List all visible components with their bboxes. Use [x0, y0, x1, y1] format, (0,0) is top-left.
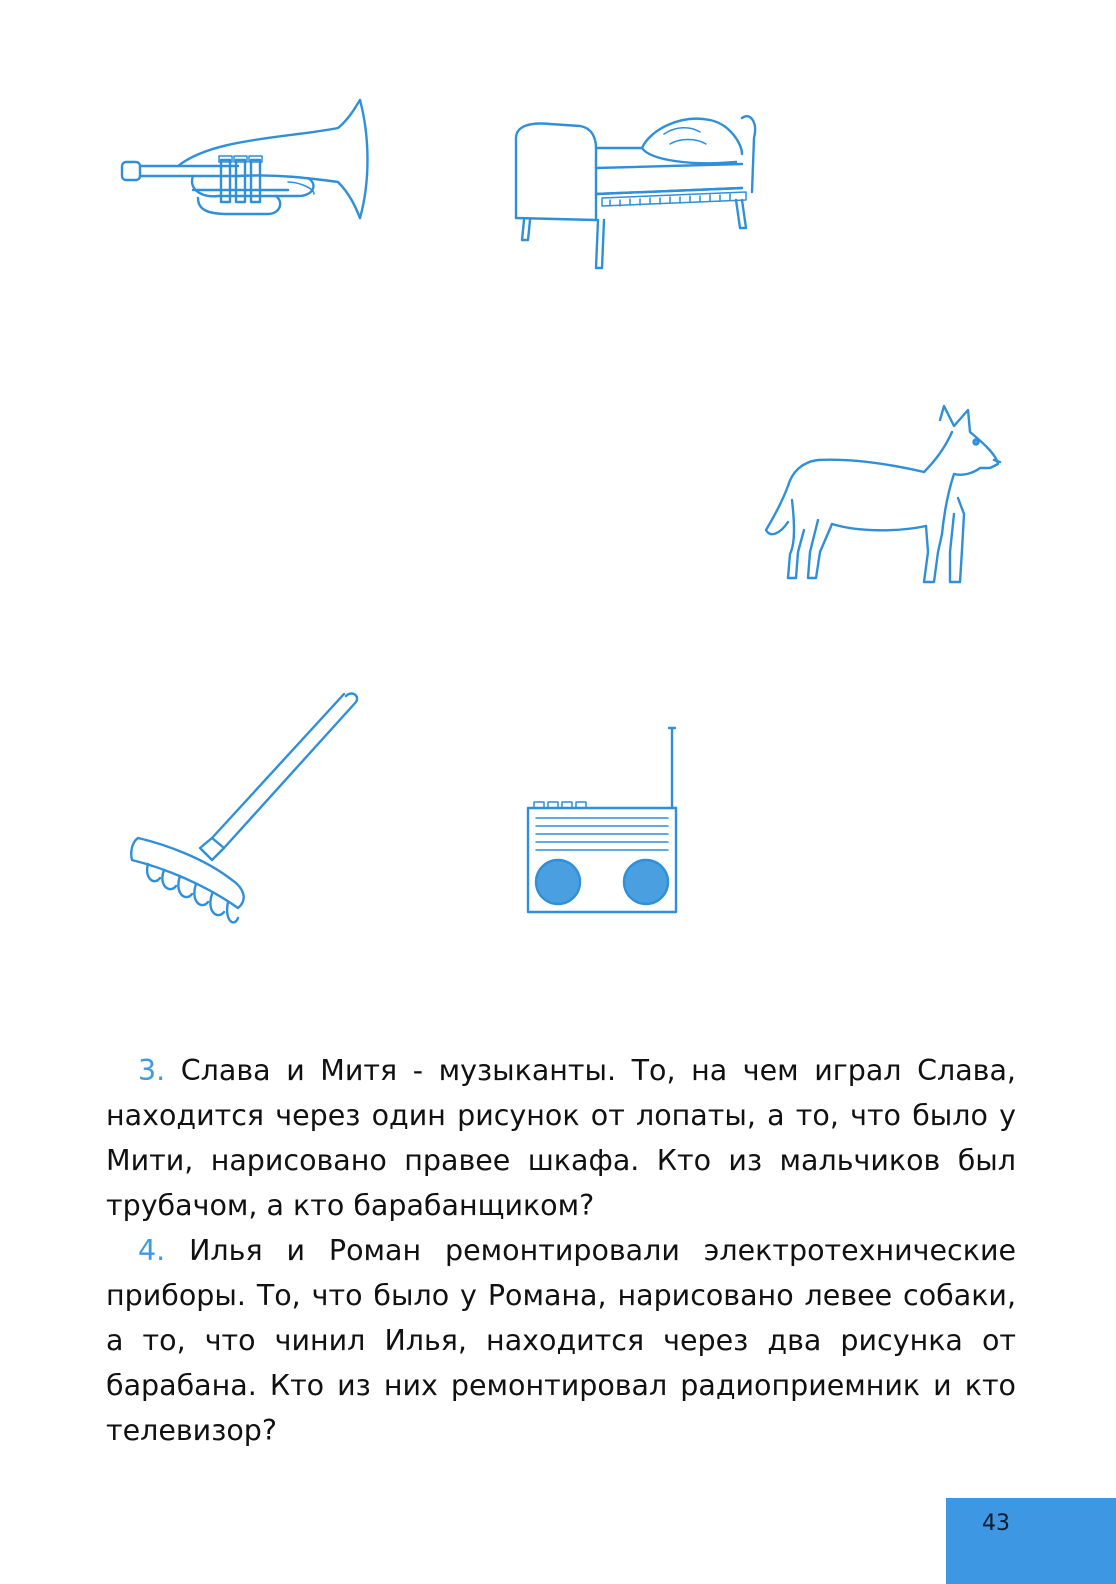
bed-icon: [510, 108, 760, 274]
rake-icon: [124, 688, 364, 936]
page-number: 43: [982, 1510, 1010, 1536]
task-list: [106, 1048, 1016, 1453]
task-text: Слава и Митя - музыканты. То, на чем играл Слава, находится через один рисунок от лопаты, а то, что было у Мити, нарисовано правее шкафа. Кто из мальчиков был трубачом, а кто барабанщиком?: [106, 1054, 1016, 1222]
task-number: 3.: [138, 1054, 166, 1087]
dog-icon: [758, 402, 1008, 590]
task-3: [106, 1048, 1016, 1228]
trumpet-icon: [118, 98, 370, 222]
page-number-badge: [946, 1498, 1116, 1584]
radio-icon: [522, 724, 684, 916]
task-4: [106, 1228, 1016, 1453]
task-number: 4.: [138, 1234, 166, 1267]
task-text: Илья и Роман ремонтировали электротехнические приборы. То, что было у Романа, нарисовано левее собаки, а то, что чинил Илья, находится через два рисунка от барабана. Кто из них ремонтировал радиоприемник и кто телевизор?: [106, 1234, 1016, 1447]
